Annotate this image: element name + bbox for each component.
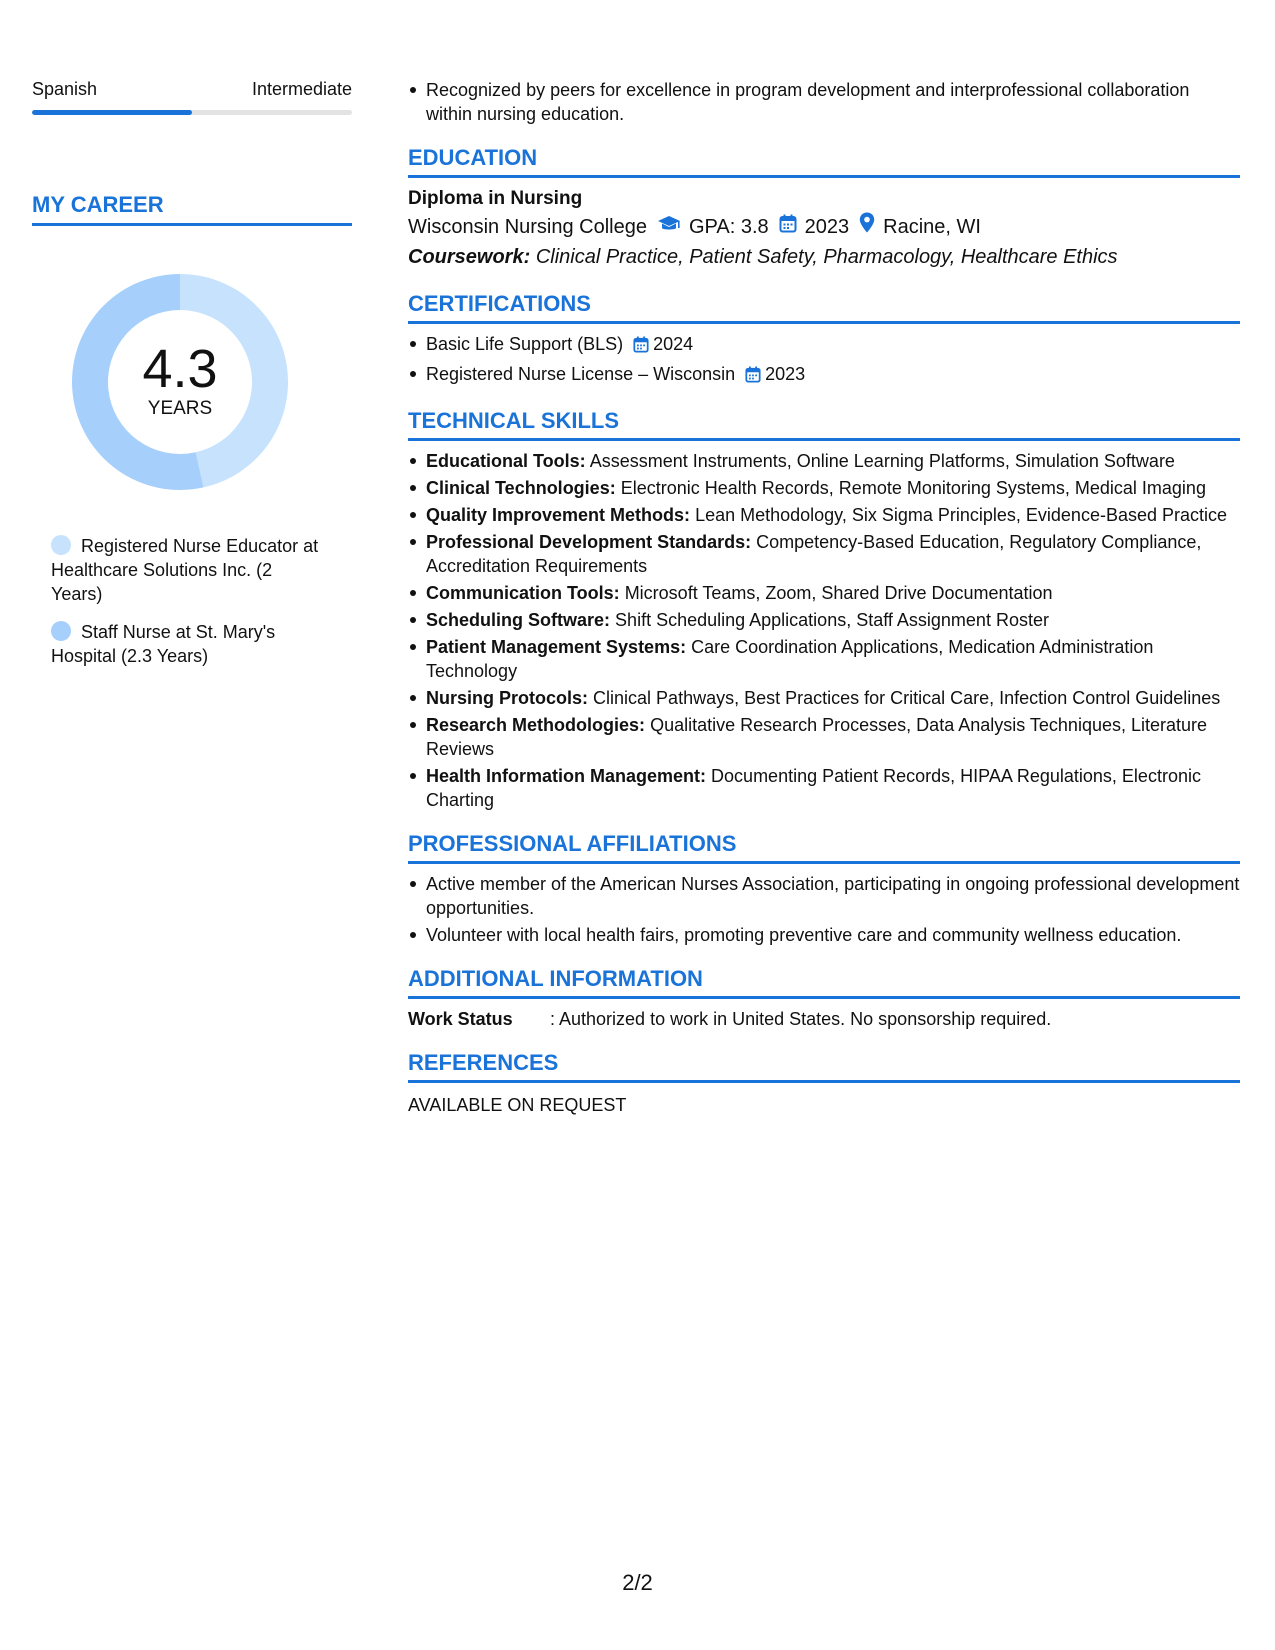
list-item bbox=[408, 608, 1240, 632]
legend-item bbox=[51, 620, 321, 668]
skill-label: Research Methodologies: bbox=[426, 715, 646, 735]
right-column bbox=[408, 78, 1240, 1117]
skills-heading: TECHNICAL SKILLS bbox=[408, 407, 1240, 441]
skill-text: Electronic Health Records, Remote Monitoring Systems, Medical Imaging bbox=[620, 478, 1206, 498]
education-year: 2023 bbox=[804, 216, 850, 238]
list-item bbox=[408, 635, 1240, 683]
skill-label: Communication Tools: bbox=[426, 583, 620, 603]
skill-label: Nursing Protocols: bbox=[426, 688, 589, 708]
career-heading: MY CAREER bbox=[32, 191, 352, 226]
work-status-label: Work Status bbox=[408, 1009, 513, 1029]
skill-text: Shift Scheduling Applications, Staff Assignment Roster bbox=[615, 610, 1049, 630]
skill-label: Scheduling Software: bbox=[426, 610, 611, 630]
list-item bbox=[408, 530, 1240, 578]
skill-label: Patient Management Systems: bbox=[426, 637, 687, 657]
education-gpa: GPA: 3.8 bbox=[688, 216, 769, 238]
education-heading: EDUCATION bbox=[408, 144, 1240, 178]
career-total-value: 4.3 bbox=[142, 339, 218, 399]
list-item bbox=[408, 581, 1240, 605]
skill-text: Lean Methodology, Six Sigma Principles, Evidence-Based Practice bbox=[695, 505, 1228, 525]
skill-label: Educational Tools: bbox=[426, 451, 586, 471]
legend-label: Registered Nurse Educator at Healthcare Solutions Inc. (2 Years) bbox=[51, 536, 319, 604]
list-item: Recognized by peers for excellence in program development and interprofessional collaboration within nursing education. bbox=[408, 78, 1240, 126]
list-item bbox=[408, 686, 1240, 710]
language-bar bbox=[32, 110, 352, 115]
skill-label: Professional Development Standards: bbox=[426, 532, 752, 552]
references-text: AVAILABLE ON REQUEST bbox=[408, 1095, 627, 1115]
certification-year: 2024 bbox=[653, 334, 694, 354]
skill-text: Competency-Based Education, Regulatory Compliance, Accreditation Requirements bbox=[426, 532, 1202, 576]
education-school: Wisconsin Nursing College bbox=[408, 216, 647, 238]
affiliations-list bbox=[408, 872, 1240, 947]
list-item bbox=[408, 503, 1240, 527]
skills-list bbox=[408, 449, 1240, 812]
legend-label: Staff Nurse at St. Mary's Hospital (2.3 Years) bbox=[51, 622, 276, 666]
list-item: Active member of the American Nurses Association, participating in ongoing professional development opportunities. bbox=[408, 872, 1240, 920]
work-status-row bbox=[408, 1007, 1240, 1031]
affiliations-heading: PROFESSIONAL AFFILIATIONS bbox=[408, 830, 1240, 864]
list-item bbox=[408, 476, 1240, 500]
coursework-label: Coursework: bbox=[408, 246, 531, 268]
work-status-value: : Authorized to work in United States. No sponsorship required. bbox=[550, 1009, 1052, 1029]
career-total-unit: YEARS bbox=[147, 398, 213, 419]
legend-dot-icon bbox=[51, 535, 71, 555]
calendar-icon bbox=[745, 365, 761, 389]
legend-item bbox=[51, 534, 321, 606]
additional-heading: ADDITIONAL INFORMATION bbox=[408, 965, 1240, 999]
graduation-cap-icon bbox=[657, 212, 681, 242]
career-donut bbox=[66, 268, 294, 496]
language-row bbox=[32, 78, 352, 100]
list-item bbox=[408, 332, 1240, 359]
calendar-icon bbox=[633, 335, 649, 359]
skill-text: Clinical Pathways, Best Practices for Critical Care, Infection Control Guidelines bbox=[593, 688, 1221, 708]
education-coursework bbox=[408, 242, 1240, 272]
language-bar-fill bbox=[32, 110, 192, 115]
certifications-heading: CERTIFICATIONS bbox=[408, 290, 1240, 324]
calendar-icon bbox=[779, 212, 797, 242]
certifications-list bbox=[408, 332, 1240, 389]
skill-text: Assessment Instruments, Online Learning Platforms, Simulation Software bbox=[589, 451, 1175, 471]
skill-label: Quality Improvement Methods: bbox=[426, 505, 691, 525]
education-location: Racine, WI bbox=[883, 216, 981, 238]
list-item bbox=[408, 764, 1240, 812]
certification-name: Registered Nurse License – Wisconsin bbox=[426, 364, 736, 384]
education-degree: Diploma in Nursing bbox=[408, 188, 583, 209]
language-name: Spanish bbox=[32, 79, 98, 99]
legend-dot-icon bbox=[51, 621, 71, 641]
certification-name: Basic Life Support (BLS) bbox=[426, 334, 624, 354]
skill-label: Health Information Management: bbox=[426, 766, 707, 786]
page-number: 2/2 bbox=[622, 1570, 653, 1595]
skill-text: Microsoft Teams, Zoom, Shared Drive Documentation bbox=[624, 583, 1053, 603]
skill-label: Clinical Technologies: bbox=[426, 478, 616, 498]
language-level: Intermediate bbox=[251, 79, 352, 99]
map-pin-icon bbox=[859, 212, 875, 242]
skill-text: Care Coordination Applications, Medication Administration Technology bbox=[426, 637, 1154, 681]
career-legend bbox=[51, 534, 321, 668]
left-column bbox=[32, 78, 352, 682]
skill-text: Documenting Patient Records, HIPAA Regulations, Electronic Charting bbox=[426, 766, 1201, 810]
list-item: Volunteer with local health fairs, promoting preventive care and community wellness education. bbox=[408, 923, 1240, 947]
education-details bbox=[408, 212, 1240, 242]
list-item bbox=[408, 713, 1240, 761]
list-item bbox=[408, 449, 1240, 473]
coursework-text: Clinical Practice, Patient Safety, Pharmacology, Healthcare Ethics bbox=[535, 246, 1118, 268]
skill-text: Qualitative Research Processes, Data Analysis Techniques, Literature Reviews bbox=[426, 715, 1208, 759]
top-bullets bbox=[408, 78, 1240, 126]
references-heading: REFERENCES bbox=[408, 1049, 1240, 1083]
certification-year: 2023 bbox=[765, 364, 806, 384]
list-item bbox=[408, 362, 1240, 389]
donut-center bbox=[66, 268, 294, 496]
